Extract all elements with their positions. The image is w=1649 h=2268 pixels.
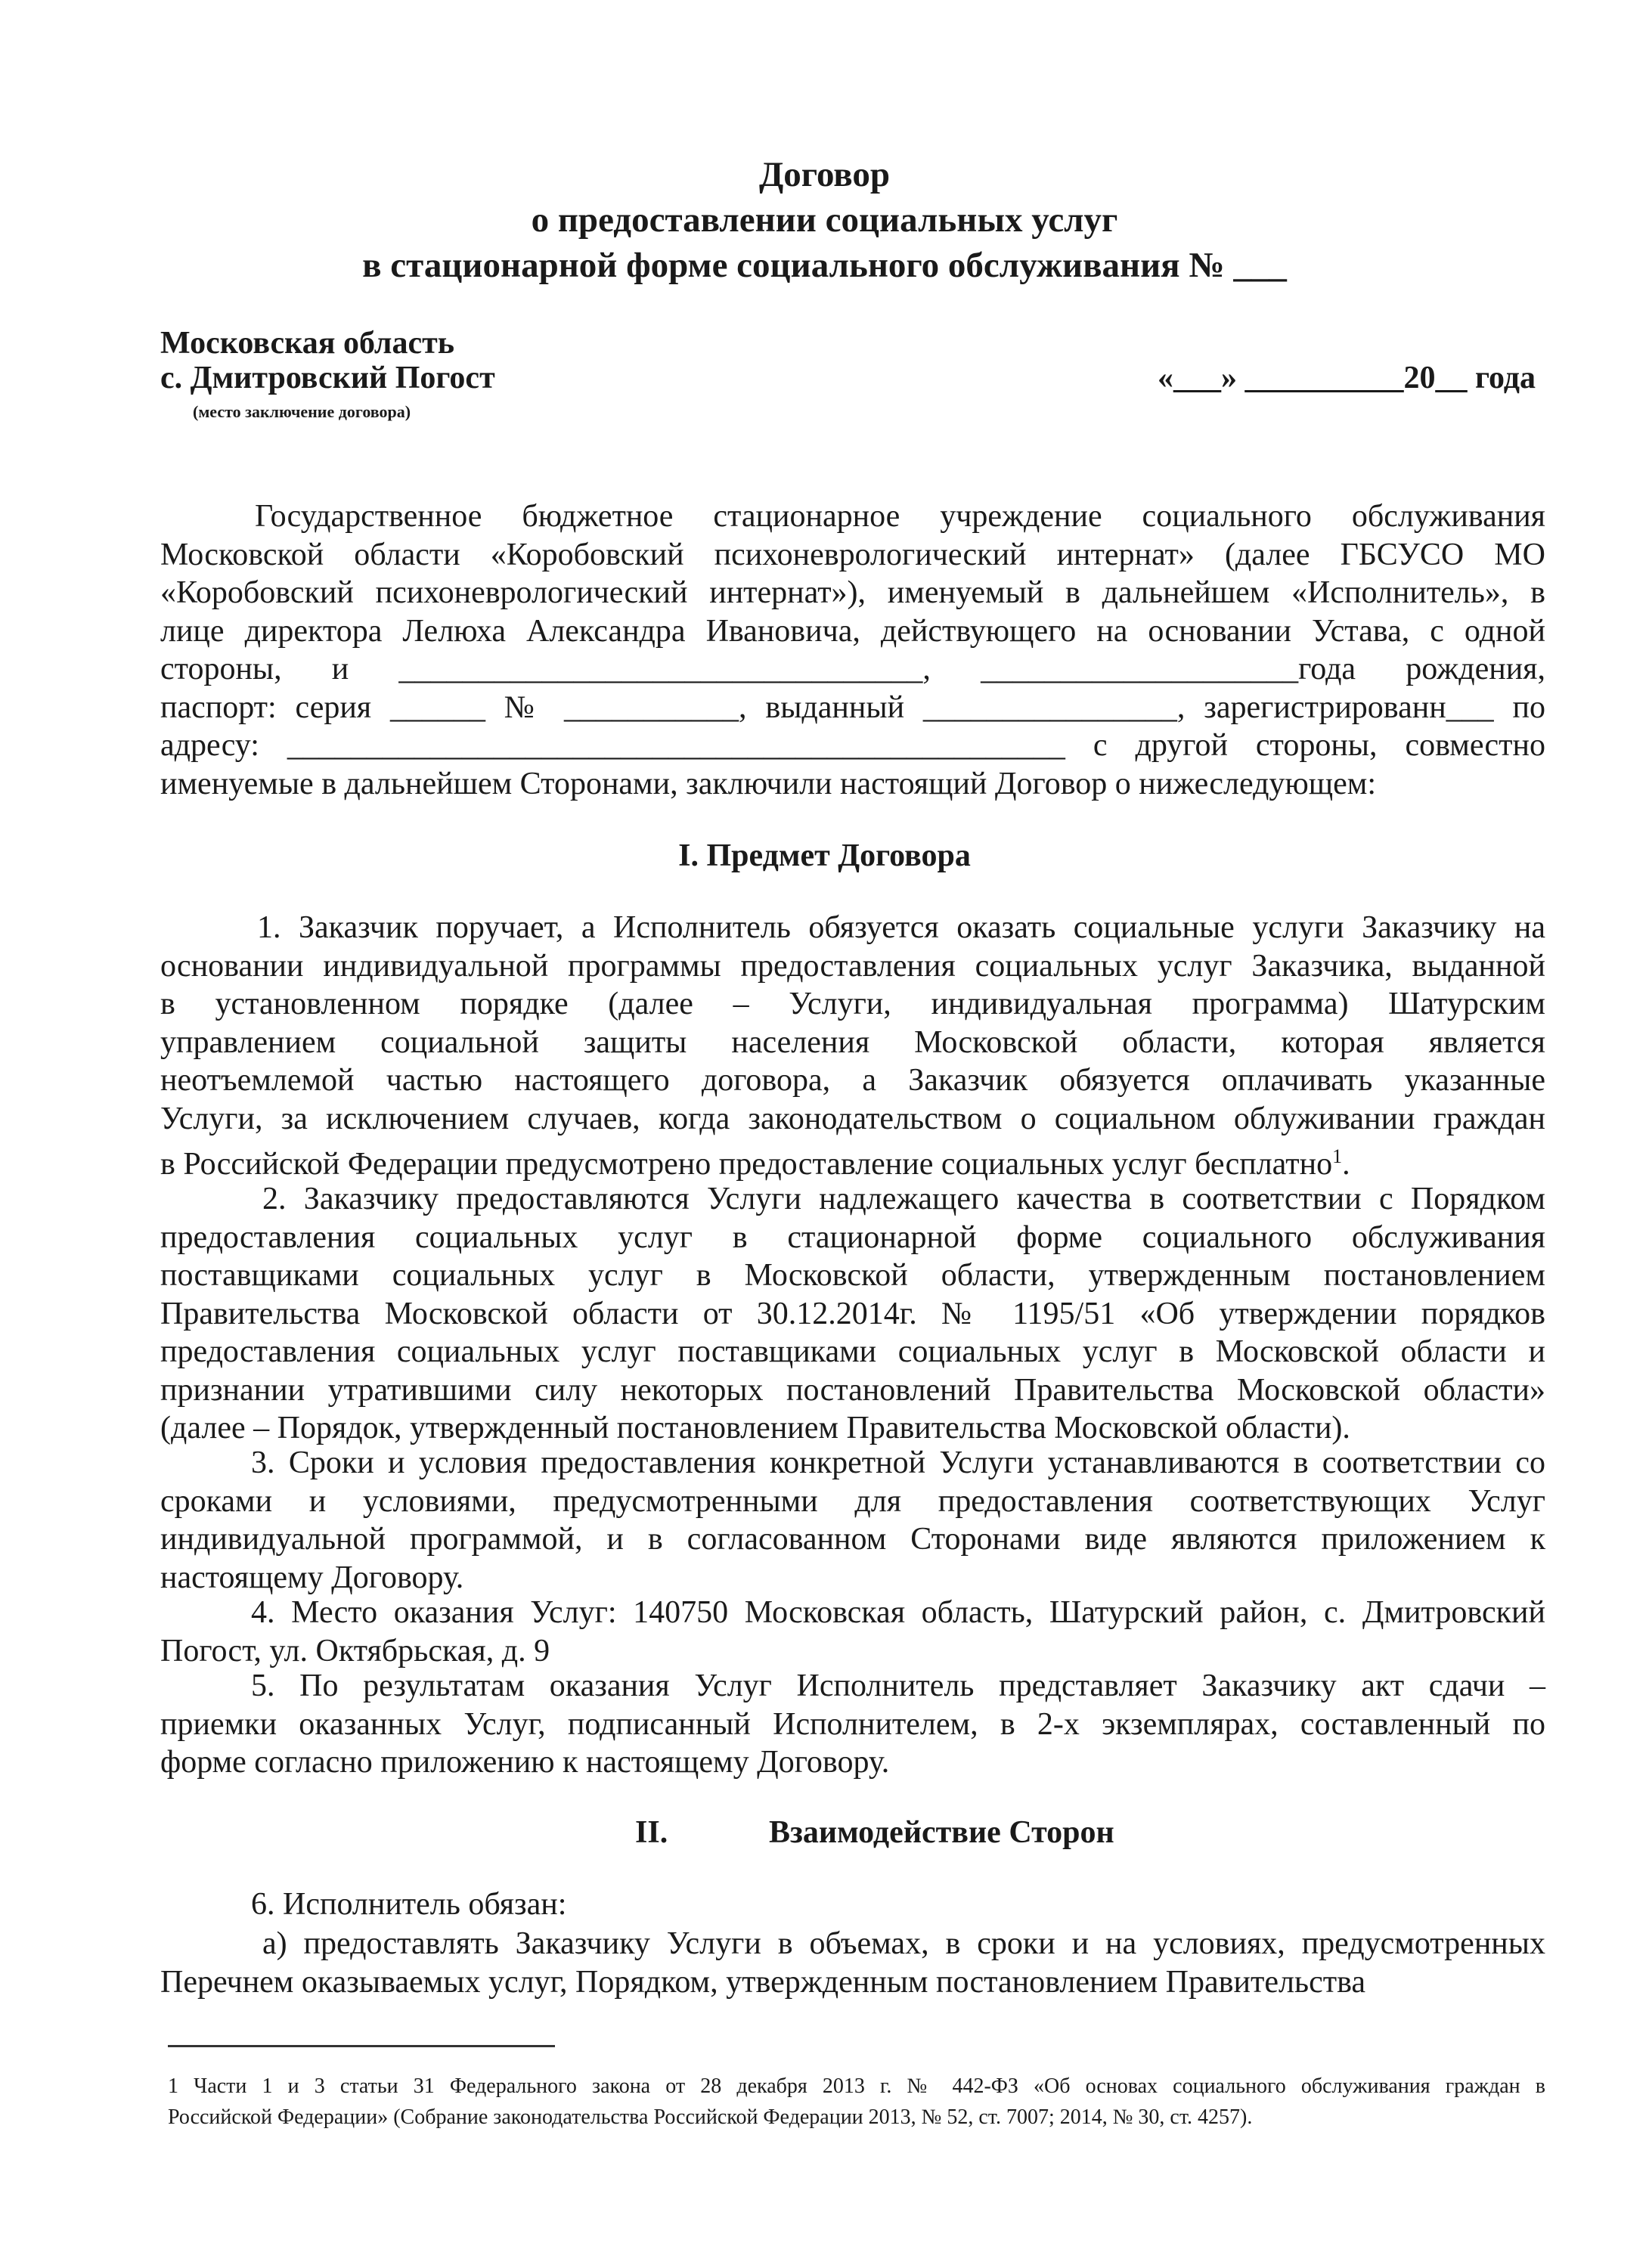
text-line	[160, 689, 1545, 727]
text-line-content: паспорт: серия ______ № ___________, выданный ________________, зарегистрированн___ по	[160, 689, 1545, 725]
text-line-content: форме согласно приложению к настоящему Договору.	[160, 1745, 890, 1780]
text-line-content: лице директора Лелюха Александра Ивановича, действующего на основании Устава, с одной	[160, 613, 1545, 649]
text-line	[160, 765, 1545, 803]
text-line	[255, 497, 1545, 535]
text-line-content: Услуги, за исключением случаев, когда законодательством о социальном облуживании граждан	[160, 1101, 1545, 1136]
text-line-content: в Российской Федерации предусмотрено предоставление социальных услуг бесплатно	[160, 1147, 1333, 1182]
text-line-content: основании индивидуальной программы предоставления социальных услуг Заказчика, выданной	[160, 948, 1545, 984]
doc-subtitle: о предоставлении социальных услуг	[531, 200, 1118, 240]
place-note: (место заключение договора)	[193, 402, 411, 421]
text-line-content: 4. Место оказания Услуг: 140750 Московская область, Шатурский район, с. Дмитровский	[251, 1595, 1545, 1630]
text-line	[160, 1706, 1545, 1743]
text-line-content: 1. Заказчик поручает, а Исполнитель обязуется оказать социальные услуги Заказчику на	[257, 910, 1545, 945]
text-line	[160, 727, 1545, 764]
footnote-mark: 1	[1332, 1145, 1343, 1167]
text-line-content: управлением социальной защиты населения Московской области, которая является	[160, 1024, 1545, 1060]
text-line	[160, 612, 1545, 650]
text-line-content: настоящему Договору.	[160, 1560, 464, 1595]
text-line	[160, 1219, 1545, 1256]
text-line	[251, 1667, 1545, 1705]
text-line-content: индивидуальной программой, и в согласованном Сторонами виде являются приложением к	[160, 1522, 1545, 1557]
text-line-content: именуемые в дальнейшем Сторонами, заключили настоящий Договор о нижеследующем:	[160, 766, 1377, 801]
text-line-content: 2. Заказчику предоставляются Услуги надлежащего качества в соответствии с Порядком	[262, 1182, 1545, 1216]
place-village: с. Дмитровский Погост	[160, 361, 495, 395]
text-line	[251, 1594, 1545, 1631]
text-line-content: неотъемлемой частью настоящего договора, а Заказчик обязуется оплачивать указанные	[160, 1063, 1545, 1098]
text-line	[160, 1333, 1545, 1371]
text-line	[160, 1409, 1545, 1447]
text-line-content: предоставления социальных услуг в стационарной форме социального обслуживания	[160, 1219, 1545, 1255]
doc-subtitle-2: в стационарной форме социального обслуживания № ___	[362, 246, 1287, 285]
text-line-content: Московской области «Коробовский психоневрологический интернат» (далее ГБСУСО МО	[160, 537, 1545, 572]
footnote-line: Российской Федерации» (Собрание законодательства Российской Федерации 2013, № 52, ст. 7007; 2014, № 30, ст. 4257).	[168, 2105, 1253, 2129]
text-line-content: Погост, ул. Октябрьская, д. 9	[160, 1633, 550, 1668]
text-line	[160, 1100, 1545, 1138]
text-line	[160, 1743, 1545, 1781]
text-line	[257, 909, 1545, 947]
text-line	[160, 536, 1545, 574]
text-line-content: Государственное бюджетное стационарное учреждение социального обслуживания	[255, 499, 1545, 534]
text-line-content: сроками и условиями, предусмотренными для предоставления соответствующих Услуг	[160, 1483, 1545, 1519]
text-line-content: стороны, и _________________________________, ____________________года рождения,	[160, 652, 1545, 686]
text-line: в Российской Федерации предусмотрено предоставление социальных услуг бесплатно$^1$.	[160, 1145, 1350, 1182]
text-line	[160, 1483, 1545, 1520]
text-line	[251, 1444, 1545, 1482]
text-line	[160, 1256, 1545, 1294]
clause-6-text: 6. Исполнитель обязан:	[251, 1887, 567, 1922]
text-line	[160, 947, 1545, 985]
text-line	[160, 1559, 1545, 1597]
doc-title: Договор	[758, 155, 891, 194]
text-line-content: «Коробовский психоневрологический интернат»), именуемый в дальнейшем «Исполнитель», в	[160, 575, 1545, 610]
text-line-content: 3. Сроки и условия предоставления конкретной Услуги устанавливаются в соответствии со	[251, 1445, 1545, 1480]
section-2-number: II.	[635, 1815, 668, 1850]
footnote-line: 1 Части 1 и 3 статьи 31 Федерального закона от 28 декабря 2013 г. № 442-ФЗ «Об основах социального обслуживания граждан в	[168, 2074, 1545, 2098]
text-line	[160, 1371, 1545, 1409]
text-line	[160, 1061, 1545, 1099]
section-1-heading: I. Предмет Договора	[678, 838, 971, 873]
text-line-content: в установленном порядке (далее – Услуги, индивидуальная программа) Шатурским	[160, 987, 1545, 1021]
place-region: Московская область	[160, 326, 454, 361]
text-line	[160, 1520, 1545, 1558]
text-line-content: признании утратившими силу некоторых постановлений Правительства Московской области»	[160, 1372, 1545, 1408]
section-2-heading: Взаимодействие Сторон	[769, 1815, 1114, 1850]
text-line	[160, 1295, 1545, 1333]
text-line-content: адресу: _________________________________________________ с другой стороны, совместно	[160, 728, 1545, 763]
text-line	[262, 1925, 1545, 1963]
text-line-content: (далее – Порядок, утвержденный постановлением Правительства Московской области).	[160, 1411, 1350, 1445]
text-line-content: предоставления социальных услуг поставщиками социальных услуг в Московской области и	[160, 1334, 1545, 1369]
text-line	[160, 574, 1545, 612]
clause-6	[251, 1885, 1545, 1923]
text-line	[160, 1632, 1545, 1670]
footnote-divider	[168, 2045, 555, 2047]
text-line-content: 5. По результатам оказания Услуг Исполнитель представляет Заказчику акт сдачи –	[251, 1668, 1545, 1703]
text-line	[160, 1024, 1545, 1061]
text-line	[160, 985, 1545, 1023]
text-line-content: а) предоставлять Заказчику Услуги в объемах, в сроки и на условиях, предусмотренных	[262, 1926, 1545, 1961]
text-line-content: Правительства Московской области от 30.12.2014г. № 1195/51 «Об утверждении порядков	[160, 1296, 1545, 1331]
text-line-content: поставщиками социальных услуг в Московской области, утвержденным постановлением	[160, 1258, 1545, 1293]
text-line	[160, 650, 1545, 688]
text-line	[160, 1963, 1545, 2001]
text-line-content: приемки оказанных Услуг, подписанный Исполнителем, в 2-х экземплярах, составленный по	[160, 1706, 1545, 1742]
text-line-content: Перечнем оказываемых услуг, Порядком, утвержденным постановлением Правительства	[160, 1964, 1365, 2000]
text-line	[262, 1180, 1545, 1218]
contract-date: «___» __________20__ года	[1157, 361, 1536, 395]
